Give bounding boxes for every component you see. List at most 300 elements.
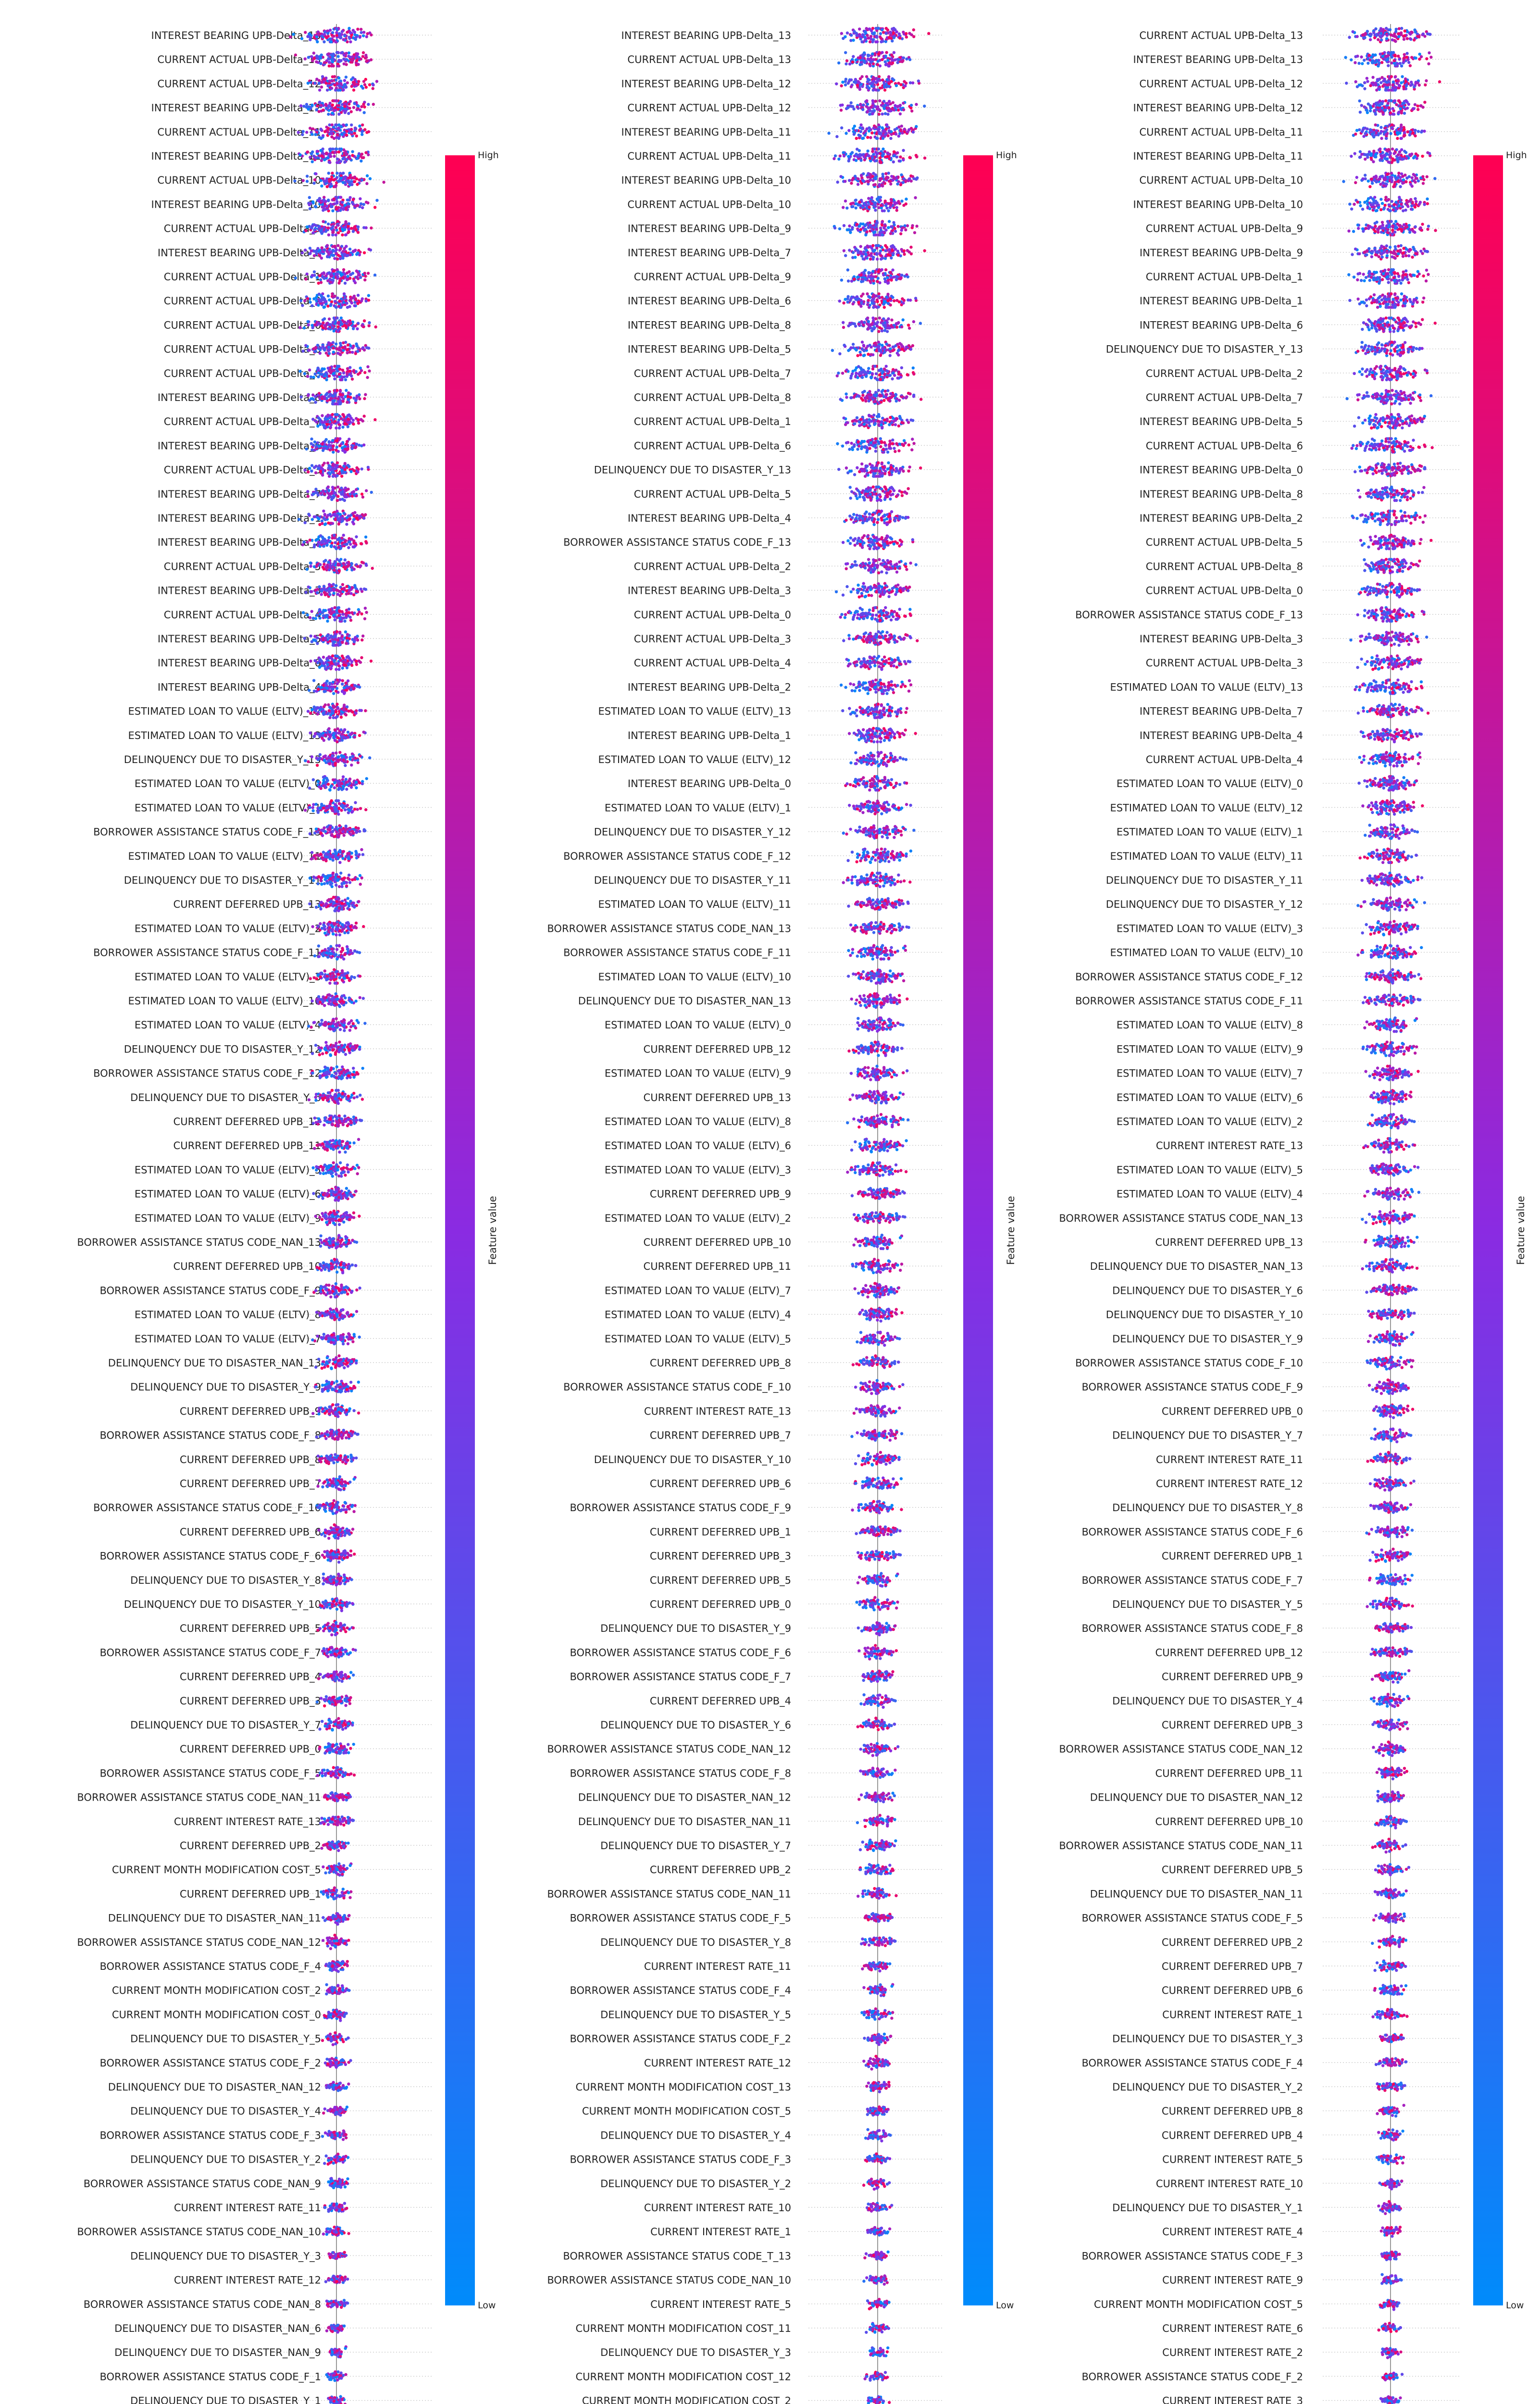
shap-point <box>363 272 366 275</box>
shap-point <box>325 36 328 39</box>
feature-label: INTEREST BEARING UPB-Delta_5 <box>158 633 321 645</box>
shap-point <box>314 172 317 175</box>
shap-point <box>333 198 335 200</box>
shap-point <box>350 110 353 113</box>
shap-point <box>342 172 345 175</box>
shap-point <box>331 292 334 295</box>
shap-point <box>362 226 365 229</box>
shap-point <box>350 301 353 304</box>
shap-point <box>304 249 307 251</box>
feature-label: INTEREST BEARING UPB-Delta_4 <box>158 681 321 693</box>
shap-point <box>301 251 304 254</box>
shap-point <box>345 208 348 211</box>
shap-point <box>334 124 337 126</box>
shap-point <box>356 108 359 111</box>
shap-point <box>334 300 336 303</box>
shap-point <box>353 132 356 135</box>
shap-point <box>338 148 341 150</box>
shap-point <box>365 59 368 62</box>
shap-point <box>365 182 368 185</box>
shap-point <box>313 223 316 226</box>
shap-point <box>304 277 307 280</box>
shap-point <box>305 131 308 134</box>
shap-point <box>351 272 354 275</box>
shap-point <box>302 130 305 133</box>
shap-point <box>319 226 322 229</box>
shap-point <box>364 78 367 81</box>
shap-point <box>363 105 366 108</box>
shap-point <box>346 272 348 275</box>
shap-point <box>343 225 346 228</box>
shap-point <box>350 227 353 230</box>
shap-point <box>361 55 364 58</box>
shap-point <box>337 179 340 182</box>
shap-point <box>352 88 355 91</box>
shap-point <box>332 35 335 38</box>
shap-point <box>345 153 348 156</box>
shap-point <box>323 40 325 43</box>
shap-point <box>354 298 357 301</box>
shap-point <box>322 109 324 112</box>
shap-point <box>339 277 342 280</box>
feature-label: INTEREST BEARING UPB-Delta_9 <box>158 247 321 259</box>
shap-point <box>315 108 318 111</box>
shap-point <box>316 104 319 107</box>
shap-point <box>347 202 349 205</box>
shap-point <box>298 153 301 156</box>
shap-point <box>328 105 331 108</box>
shap-point <box>336 273 339 275</box>
shap-point <box>308 203 310 206</box>
shap-point <box>319 128 322 131</box>
shap-point <box>343 161 346 163</box>
shap-point <box>368 248 371 250</box>
shap-point <box>369 177 372 180</box>
shap-point <box>367 103 370 106</box>
shap-point <box>339 177 342 180</box>
shap-point <box>307 82 310 85</box>
shap-point <box>335 172 338 175</box>
shap-point <box>363 83 366 86</box>
shap-point <box>360 58 362 61</box>
shap-point <box>303 326 306 329</box>
shap-point <box>341 233 344 236</box>
shap-point <box>315 36 318 38</box>
shap-point <box>313 82 316 85</box>
shap-point <box>348 51 350 54</box>
feature-label: INTEREST BEARING UPB-Delta_10 <box>151 199 321 211</box>
shap-point <box>301 304 304 307</box>
shap-point <box>320 159 323 162</box>
feature-label: INTEREST BEARING UPB-Delta_6 <box>158 440 321 452</box>
shap-point <box>316 150 319 153</box>
shap-point <box>367 299 370 301</box>
shap-point <box>325 107 328 110</box>
shap-point <box>309 207 311 210</box>
shap-point <box>323 158 326 161</box>
shap-point <box>326 32 329 35</box>
shap-point <box>333 295 336 298</box>
shap-point <box>356 302 359 305</box>
shap-point <box>308 33 311 36</box>
shap-point <box>362 34 365 37</box>
shap-point <box>327 127 330 130</box>
shap-point <box>299 104 302 107</box>
shap-point <box>360 28 362 31</box>
shap-point <box>340 245 343 248</box>
shap-point <box>382 181 385 184</box>
shap-point <box>345 245 348 248</box>
feature-label: ESTIMATED LOAN TO VALUE (ELTV)_13 <box>128 730 321 742</box>
shap-point <box>335 78 337 81</box>
shap-point <box>332 254 335 257</box>
shap-point <box>318 100 321 103</box>
shap-point <box>333 257 336 260</box>
shap-point <box>342 208 345 211</box>
feature-label: INTEREST BEARING UPB-Delta_8 <box>158 392 321 404</box>
shap-point <box>353 304 356 307</box>
shap-point <box>354 127 357 130</box>
shap-point <box>320 53 323 56</box>
shap-point <box>332 126 335 129</box>
shap-point <box>336 88 339 91</box>
shap-point <box>372 87 374 90</box>
shap-point <box>358 125 361 127</box>
shap-point <box>318 82 321 85</box>
shap-point <box>365 86 368 88</box>
shap-point <box>328 180 331 183</box>
shap-point <box>360 178 363 181</box>
shap-point <box>353 102 356 105</box>
shap-point <box>323 77 325 80</box>
shap-point <box>347 112 350 115</box>
shap-point <box>332 52 335 55</box>
shap-point <box>343 252 346 255</box>
shap-point <box>304 57 307 60</box>
shap-point <box>363 128 366 131</box>
shap-point <box>348 27 350 30</box>
shap-point <box>331 59 334 62</box>
shap-point <box>331 209 334 212</box>
shap-point <box>354 249 357 251</box>
shap-point <box>334 40 337 43</box>
shap-point <box>330 136 333 138</box>
shap-point <box>362 51 365 54</box>
feature-label: DELINQUENCY DUE TO DISASTER_Y_6 <box>130 1092 321 1104</box>
shap-point <box>361 124 364 126</box>
shap-point <box>321 203 324 206</box>
shap-point <box>336 133 339 136</box>
shap-point <box>345 124 348 126</box>
shap-point <box>327 113 330 115</box>
shap-point <box>356 28 359 31</box>
feature-label: ESTIMATED LOAN TO VALUE (ELTV)_4 <box>135 1019 321 1031</box>
shap-point <box>357 80 360 83</box>
shap-point <box>367 272 370 275</box>
shap-point <box>367 130 370 133</box>
shap-point <box>334 106 337 109</box>
shap-point <box>320 281 323 284</box>
shap-point <box>308 196 311 199</box>
shap-point <box>319 229 322 232</box>
feature-label: CURRENT ACTUAL UPB-Delta_0 <box>164 344 321 356</box>
shap-point <box>359 109 361 112</box>
shap-point <box>338 300 341 302</box>
shap-point <box>320 294 323 297</box>
shap-point <box>360 160 362 163</box>
shap-point <box>349 100 352 103</box>
shap-point <box>314 133 317 136</box>
shap-point <box>320 104 323 107</box>
shap-point <box>337 104 340 107</box>
shap-point <box>311 59 314 62</box>
shap-point <box>373 206 376 209</box>
shap-point <box>336 268 339 271</box>
shap-point <box>351 150 354 153</box>
shap-point <box>292 33 295 36</box>
shap-point <box>293 179 296 182</box>
shap-point <box>332 270 335 273</box>
feature-label: INTEREST BEARING UPB-Delta_2 <box>158 537 321 549</box>
shap-point <box>294 276 297 279</box>
shap-point <box>335 200 338 203</box>
shap-point <box>360 133 363 136</box>
shap-point <box>364 151 367 154</box>
feature-label: ESTIMATED LOAN TO VALUE (ELTV)_11 <box>128 851 321 863</box>
shap-point <box>359 197 361 200</box>
feature-label: INTEREST BEARING UPB-Delta_12 <box>151 102 321 114</box>
shap-point <box>337 137 340 140</box>
shap-point <box>313 270 316 273</box>
feature-label: CURRENT ACTUAL UPB-Delta_7 <box>164 416 321 428</box>
shap-point <box>319 149 322 152</box>
feature-label: INTEREST BEARING UPB-Delta_7 <box>158 488 321 501</box>
shap-point <box>356 157 359 160</box>
shap-point <box>294 53 297 56</box>
shap-point <box>319 274 322 277</box>
shap-point <box>370 226 373 229</box>
shap-point <box>307 56 310 59</box>
shap-point <box>348 305 351 308</box>
shap-point <box>335 248 338 251</box>
shap-point <box>373 274 376 276</box>
feature-label: INTEREST BEARING UPB-Delta_3 <box>158 585 321 597</box>
shap-point <box>351 55 354 58</box>
shap-point <box>298 326 301 329</box>
feature-label: CURRENT ACTUAL UPB-Delta_11 <box>157 126 321 138</box>
shap-point <box>360 31 363 34</box>
feature-label: CURRENT ACTUAL UPB-Delta_6 <box>164 319 321 331</box>
shap-point <box>360 202 362 205</box>
shap-point <box>361 87 364 89</box>
shap-point <box>348 196 351 199</box>
shap-point <box>329 183 332 186</box>
shap-point <box>349 40 352 43</box>
shap-point <box>352 230 355 233</box>
shap-point <box>363 278 366 281</box>
shap-point <box>306 175 309 177</box>
shap-point <box>374 326 377 328</box>
shap-point <box>366 201 369 204</box>
shap-point <box>331 151 334 154</box>
shap-point <box>336 297 339 300</box>
shap-point <box>320 185 323 188</box>
shap-point <box>323 61 326 64</box>
feature-label: INTEREST BEARING UPB-Delta_1 <box>158 513 321 525</box>
feature-label: CURRENT ACTUAL UPB-Delta_10 <box>157 175 321 187</box>
shap-point <box>345 130 348 133</box>
shap-point <box>310 304 313 307</box>
shap-point <box>310 103 313 106</box>
shap-point <box>363 251 366 254</box>
shap-point <box>375 199 378 202</box>
shap-point <box>331 31 334 34</box>
shap-point <box>337 76 340 79</box>
shap-point <box>348 222 350 225</box>
shap-point <box>348 157 351 160</box>
shap-point <box>309 247 311 250</box>
shap-point <box>343 63 346 65</box>
shap-point <box>309 300 311 303</box>
feature-label: CURRENT ACTUAL UPB-Delta_8 <box>164 368 321 380</box>
feature-label: BORROWER ASSISTANCE STATUS CODE_F_13 <box>93 826 321 839</box>
shap-point <box>340 273 343 276</box>
shap-point <box>358 273 360 275</box>
shap-point <box>368 83 371 86</box>
shap-point <box>320 81 323 84</box>
shap-point <box>326 88 329 91</box>
feature-label: DELINQUENCY DUE TO DISASTER_Y_13 <box>124 754 321 766</box>
feature-label: CURRENT ACTUAL UPB-Delta_13 <box>157 54 321 66</box>
feature-label: DELINQUENCY DUE TO DISASTER_Y_11 <box>124 875 321 887</box>
shap-point <box>306 151 309 154</box>
shap-point <box>329 102 332 105</box>
shap-point <box>322 220 324 223</box>
shap-point <box>335 27 338 30</box>
shap-point <box>348 37 351 40</box>
shap-point <box>335 51 338 54</box>
shap-point <box>372 84 374 87</box>
shap-point <box>316 276 319 279</box>
shap-point <box>332 178 335 181</box>
shap-point <box>322 134 324 137</box>
shap-point <box>320 86 323 88</box>
feature-label: CURRENT ACTUAL UPB-Delta_5 <box>164 561 321 573</box>
shap-point <box>325 179 328 182</box>
shap-point <box>315 60 318 63</box>
shap-point <box>355 253 358 256</box>
shap-point <box>325 59 328 62</box>
shap-point <box>360 105 363 108</box>
shap-point <box>344 282 347 285</box>
shap-point <box>340 133 343 136</box>
shap-point <box>357 225 360 228</box>
feature-label: ESTIMATED LOAN TO VALUE (ELTV)_10 <box>128 995 321 1007</box>
shap-point <box>309 252 311 255</box>
shap-point <box>355 36 358 38</box>
shap-point <box>329 155 332 158</box>
shap-point <box>367 294 370 297</box>
shap-point <box>335 208 338 211</box>
shap-point <box>318 197 321 200</box>
shap-point <box>297 131 300 134</box>
feature-label: CURRENT ACTUAL UPB-Delta_12 <box>157 78 321 90</box>
shap-point <box>351 154 354 157</box>
shap-point <box>306 180 309 183</box>
shap-point <box>350 78 353 81</box>
shap-point <box>330 300 333 303</box>
shap-point <box>335 82 338 85</box>
shap-point <box>357 231 360 234</box>
shap-point <box>332 64 335 67</box>
shap-point <box>335 316 338 319</box>
shap-point <box>343 79 346 82</box>
shap-point <box>352 198 355 201</box>
shap-point <box>312 182 315 185</box>
shap-point <box>309 81 312 84</box>
shap-point <box>339 36 342 39</box>
shap-point <box>336 108 339 111</box>
shap-point <box>326 244 329 247</box>
shap-point <box>318 136 321 138</box>
shap-point <box>336 244 339 247</box>
shap-point <box>335 226 337 229</box>
shap-point <box>372 103 375 106</box>
shap-point <box>312 297 315 300</box>
feature-label: ESTIMATED LOAN TO VALUE (ELTV)_1 <box>135 802 321 814</box>
shap-point <box>327 172 330 175</box>
shap-point <box>331 148 334 150</box>
shap-point <box>311 274 314 277</box>
shap-point <box>355 135 358 138</box>
feature-label: CURRENT DEFERRED UPB_11 <box>174 1140 321 1152</box>
shap-point <box>343 34 346 37</box>
shap-point <box>345 302 348 305</box>
shap-point <box>310 133 313 136</box>
shap-point <box>329 29 332 32</box>
shap-point <box>300 37 303 40</box>
shap-point <box>324 152 327 155</box>
shap-point <box>355 59 358 62</box>
shap-point <box>335 34 338 37</box>
shap-point <box>299 299 302 302</box>
feature-label: ESTIMATED LOAN TO VALUE (ELTV)_3 <box>135 971 321 983</box>
shap-point <box>338 32 341 35</box>
shap-point <box>318 88 321 91</box>
shap-point <box>353 78 356 81</box>
shap-point <box>323 298 326 300</box>
shap-point <box>324 103 327 106</box>
shap-point <box>309 36 312 39</box>
shap-point <box>306 273 309 275</box>
shap-point <box>327 253 330 256</box>
shap-point <box>339 160 342 163</box>
shap-point <box>349 253 352 256</box>
shap-point <box>353 279 356 282</box>
shap-point <box>314 205 317 208</box>
shap-point <box>307 320 310 323</box>
shap-point <box>311 150 314 153</box>
feature-label: BORROWER ASSISTANCE STATUS CODE_F_11 <box>93 947 321 959</box>
shap-point <box>331 172 334 175</box>
feature-label: CURRENT DEFERRED UPB_13 <box>174 899 321 911</box>
shap-point <box>330 108 333 111</box>
shap-point <box>328 161 331 163</box>
shap-point <box>337 231 340 234</box>
feature-label: DELINQUENCY DUE TO DISASTER_Y_12 <box>124 1043 321 1055</box>
shap-point <box>322 271 325 274</box>
shap-point <box>350 59 353 62</box>
